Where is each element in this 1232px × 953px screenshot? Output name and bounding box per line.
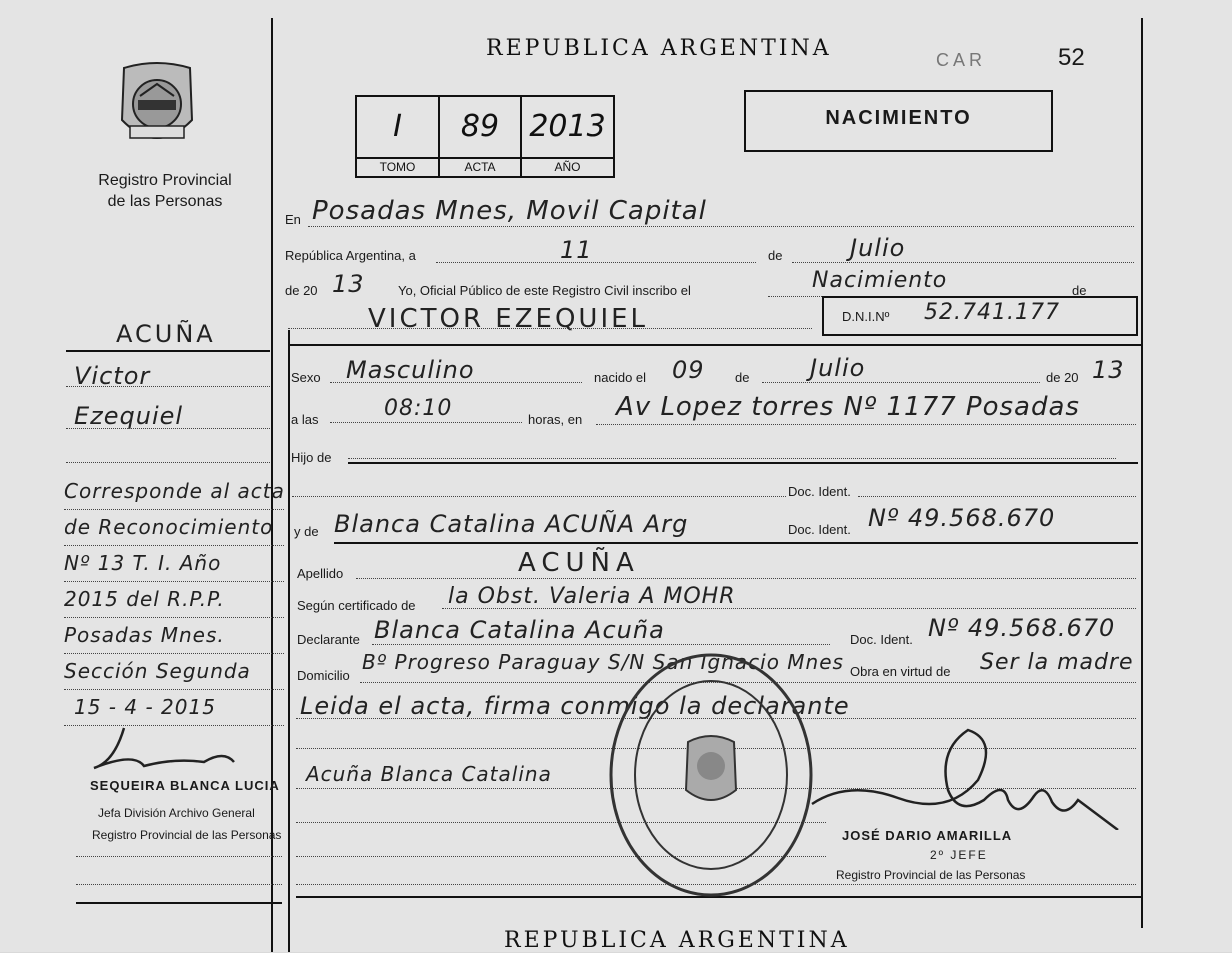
- margin-annotation: [64, 474, 284, 726]
- line-doc1: [292, 496, 786, 497]
- value-birth-month: Julio: [810, 354, 866, 382]
- margin-note-line: Nº 13 T. I. Año: [64, 546, 284, 582]
- margin-note-line: 15 - 4 - 2015: [64, 690, 284, 726]
- margin-note-line: Posadas Mnes.: [64, 618, 284, 654]
- anio-value: 2013: [529, 109, 606, 144]
- certificate-type: NACIMIENTO: [825, 107, 972, 129]
- label-doc1: Doc. Ident.: [788, 484, 851, 499]
- margin-signature-icon: [84, 722, 244, 782]
- value-inscribo: Nacimiento: [812, 268, 948, 293]
- label-dni: D.N.I.Nº: [842, 309, 890, 324]
- label-a-las: a las: [291, 412, 319, 427]
- chief-name: JOSÉ DARIO AMARILLA: [842, 828, 1013, 843]
- value-names: VICTOR EZEQUIEL: [368, 304, 649, 334]
- margin-official-name: SEQUEIRA BLANCA LUCIA: [90, 778, 280, 793]
- line-hour: [330, 422, 522, 423]
- margin-bottom-rule: [76, 902, 282, 904]
- label-doc2: Doc. Ident.: [788, 522, 851, 537]
- margin-official-org: Registro Provincial de las Personas: [92, 828, 282, 842]
- label-yo: Yo, Oficial Público de este Registro Civil inscribo el: [398, 283, 691, 298]
- margin-line-2: [66, 428, 270, 429]
- acta-value: 89: [460, 109, 500, 144]
- value-declarant: Blanca Catalina Acuña: [374, 616, 665, 644]
- section-rule-2: [348, 462, 1138, 464]
- margin-surname: ACUÑA: [116, 320, 216, 348]
- declarant-signature: Acuña Blanca Catalina: [306, 762, 552, 786]
- line-place: [308, 226, 1134, 227]
- label-hijo: Hijo de: [291, 450, 332, 465]
- chief-signature-icon: [808, 720, 1128, 830]
- margin-rule-1: [66, 350, 270, 352]
- label-doc3: Doc. Ident.: [850, 632, 913, 647]
- label-de20: de 20: [285, 283, 318, 298]
- margin-note-line: Corresponde al acta: [64, 474, 284, 510]
- official-seal-icon: [606, 650, 816, 900]
- value-birth-place: Av Lopez torres Nº 1177 Posadas: [616, 392, 1080, 422]
- line-doc1-b: [858, 496, 1136, 497]
- certificate-type-box: [744, 90, 1053, 152]
- value-reason: Ser la madre: [980, 650, 1134, 675]
- acta-cell: [440, 97, 522, 176]
- chief-org: Registro Provincial de las Personas: [836, 868, 1026, 882]
- label-domicilio: Domicilio: [297, 668, 350, 683]
- section-rule-3: [334, 542, 1138, 544]
- margin-note-line: 2015 del R.P.P.: [64, 582, 284, 618]
- value-sex: Masculino: [346, 356, 475, 384]
- label-apellido: Apellido: [297, 566, 344, 581]
- label-horas: horas, en: [528, 412, 583, 427]
- label-de: de: [768, 248, 783, 263]
- line-names: [288, 328, 812, 329]
- tomo-label: TOMO: [357, 157, 438, 176]
- form-right-border: [1141, 18, 1143, 928]
- line-certifier: [442, 608, 1136, 609]
- section-rule-1: [288, 344, 1142, 346]
- line-month: [792, 262, 1134, 263]
- margin-line-5: [76, 884, 282, 885]
- page-title: REPUBLICA ARGENTINA: [486, 36, 832, 61]
- label-republica: República Argentina, a: [285, 248, 416, 263]
- value-address: Bº Progreso Paraguay S/N San Ignacio Mnes: [362, 650, 844, 674]
- line-sex: [330, 382, 582, 383]
- tomo-value: I: [393, 109, 402, 144]
- label-de2013: de 20: [1046, 370, 1079, 385]
- registry-name-line1: Registro Provincial: [98, 172, 232, 189]
- line-declarant: [372, 644, 830, 645]
- line-birth-place: [596, 424, 1136, 425]
- value-dni: 52.741.177: [924, 300, 1060, 325]
- anio-label: AÑO: [522, 157, 613, 176]
- registry-name-line2: de las Personas: [107, 193, 223, 210]
- value-birth-year: 13: [1092, 356, 1125, 384]
- value-reading-note: Leida el acta, firma conmigo la declarante: [300, 692, 850, 720]
- value-declarant-doc: Nº 49.568.670: [928, 614, 1116, 642]
- tomo-cell: [357, 97, 440, 176]
- label-de-3: de: [735, 370, 750, 385]
- registry-name: [70, 170, 260, 212]
- value-mother: Blanca Catalina ACUÑA Arg: [334, 510, 689, 538]
- chief-role: 2º JEFE: [930, 848, 988, 862]
- acta-label: ACTA: [440, 157, 520, 176]
- value-mother-doc: Nº 49.568.670: [868, 504, 1056, 532]
- line-father: [348, 458, 1116, 459]
- margin-note-line: Sección Segunda: [64, 654, 284, 690]
- value-surname: ACUÑA: [518, 548, 640, 578]
- margin-line-3: [66, 462, 270, 463]
- margin-note-line: de Reconocimiento: [64, 510, 284, 546]
- value-month: Julio: [850, 234, 906, 262]
- value-birth-day: 09: [672, 356, 705, 384]
- label-sexo: Sexo: [291, 370, 321, 385]
- label-de-2: de: [1072, 283, 1087, 298]
- misiones-emblem-icon: [114, 60, 200, 152]
- value-place: Posadas Mnes, Movil Capital: [312, 196, 707, 226]
- label-nacido: nacido el: [594, 370, 647, 385]
- label-en: En: [285, 212, 301, 227]
- margin-official-role: Jefa División Archivo General: [98, 806, 255, 820]
- margin-name-2: Ezequiel: [74, 402, 184, 430]
- anio-cell: [522, 97, 613, 176]
- label-y-de: y de: [294, 524, 319, 539]
- line-surname: [356, 578, 1136, 579]
- value-year-suffix: 13: [332, 270, 365, 298]
- dni-box: [822, 296, 1138, 336]
- margin-name-1: Victor: [74, 362, 151, 390]
- form-left-border: [288, 330, 290, 952]
- label-declarante: Declarante: [297, 632, 360, 647]
- corner-marks: CAR: [936, 50, 987, 70]
- label-segun: Según certificado de: [297, 598, 416, 613]
- line-birth-month: [762, 382, 1040, 383]
- value-certifier: la Obst. Valeria A MOHR: [448, 584, 736, 609]
- record-box: [355, 95, 615, 178]
- value-day: 11: [560, 236, 593, 264]
- margin-line-1: [66, 386, 270, 387]
- value-hour: 08:10: [384, 396, 453, 421]
- margin-line-4: [76, 856, 282, 857]
- line-day: [436, 262, 756, 263]
- corner-number: 52: [1058, 44, 1085, 71]
- label-obra: Obra en virtud de: [850, 664, 951, 679]
- next-page-title: REPUBLICA ARGENTINA: [504, 928, 850, 953]
